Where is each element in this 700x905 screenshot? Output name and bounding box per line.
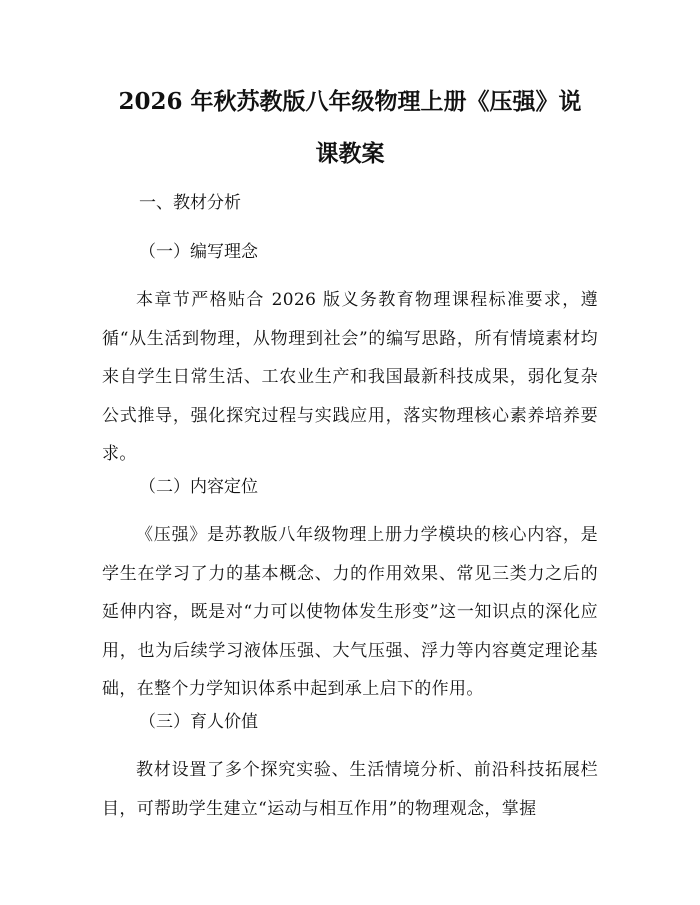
section-heading-textbook-analysis: 一、教材分析 [139, 193, 241, 213]
paragraph-content-positioning: 《压强》是苏教版八年级物理上册力学模块的核心内容，是学生在学习了力的基本概念、力的作用效果、常见三类力之后的延伸内容，既是对“力可以使物体发生形变”这一知识点的深化应用，也为后续学习液体压强、大气压强、浮力等内容奠定理论基础，在整个力学知识体系中起到承上启下的作用。 [102, 525, 598, 700]
paragraph-educational-value: 教材设置了多个探究实验、生活情境分析、前沿科技拓展栏目，可帮助学生建立“运动与相互作用”的物理观念，掌握 [102, 760, 598, 819]
subsection-heading-content-positioning: （二）内容定位 [139, 477, 258, 497]
subsection-heading-writing-concept: （一）编写理念 [139, 242, 258, 262]
paragraph-writing-concept: 本章节严格贴合 2026 版义务教育物理课程标准要求，遵循“从生活到物理，从物理到社会”的编写思路，所有情境素材均来自学生日常生活、工农业生产和我国最新科技成果，弱化复杂公式推导，强化探究过程与实践应用，落实物理核心素养培养要求。 [102, 290, 598, 465]
subsection-heading-educational-value: （三）育人价值 [139, 712, 258, 732]
document-title-line1: 2026 年秋苏教版八年级物理上册《压强》说 [118, 88, 582, 115]
document-title-line2: 课教案 [315, 140, 385, 167]
